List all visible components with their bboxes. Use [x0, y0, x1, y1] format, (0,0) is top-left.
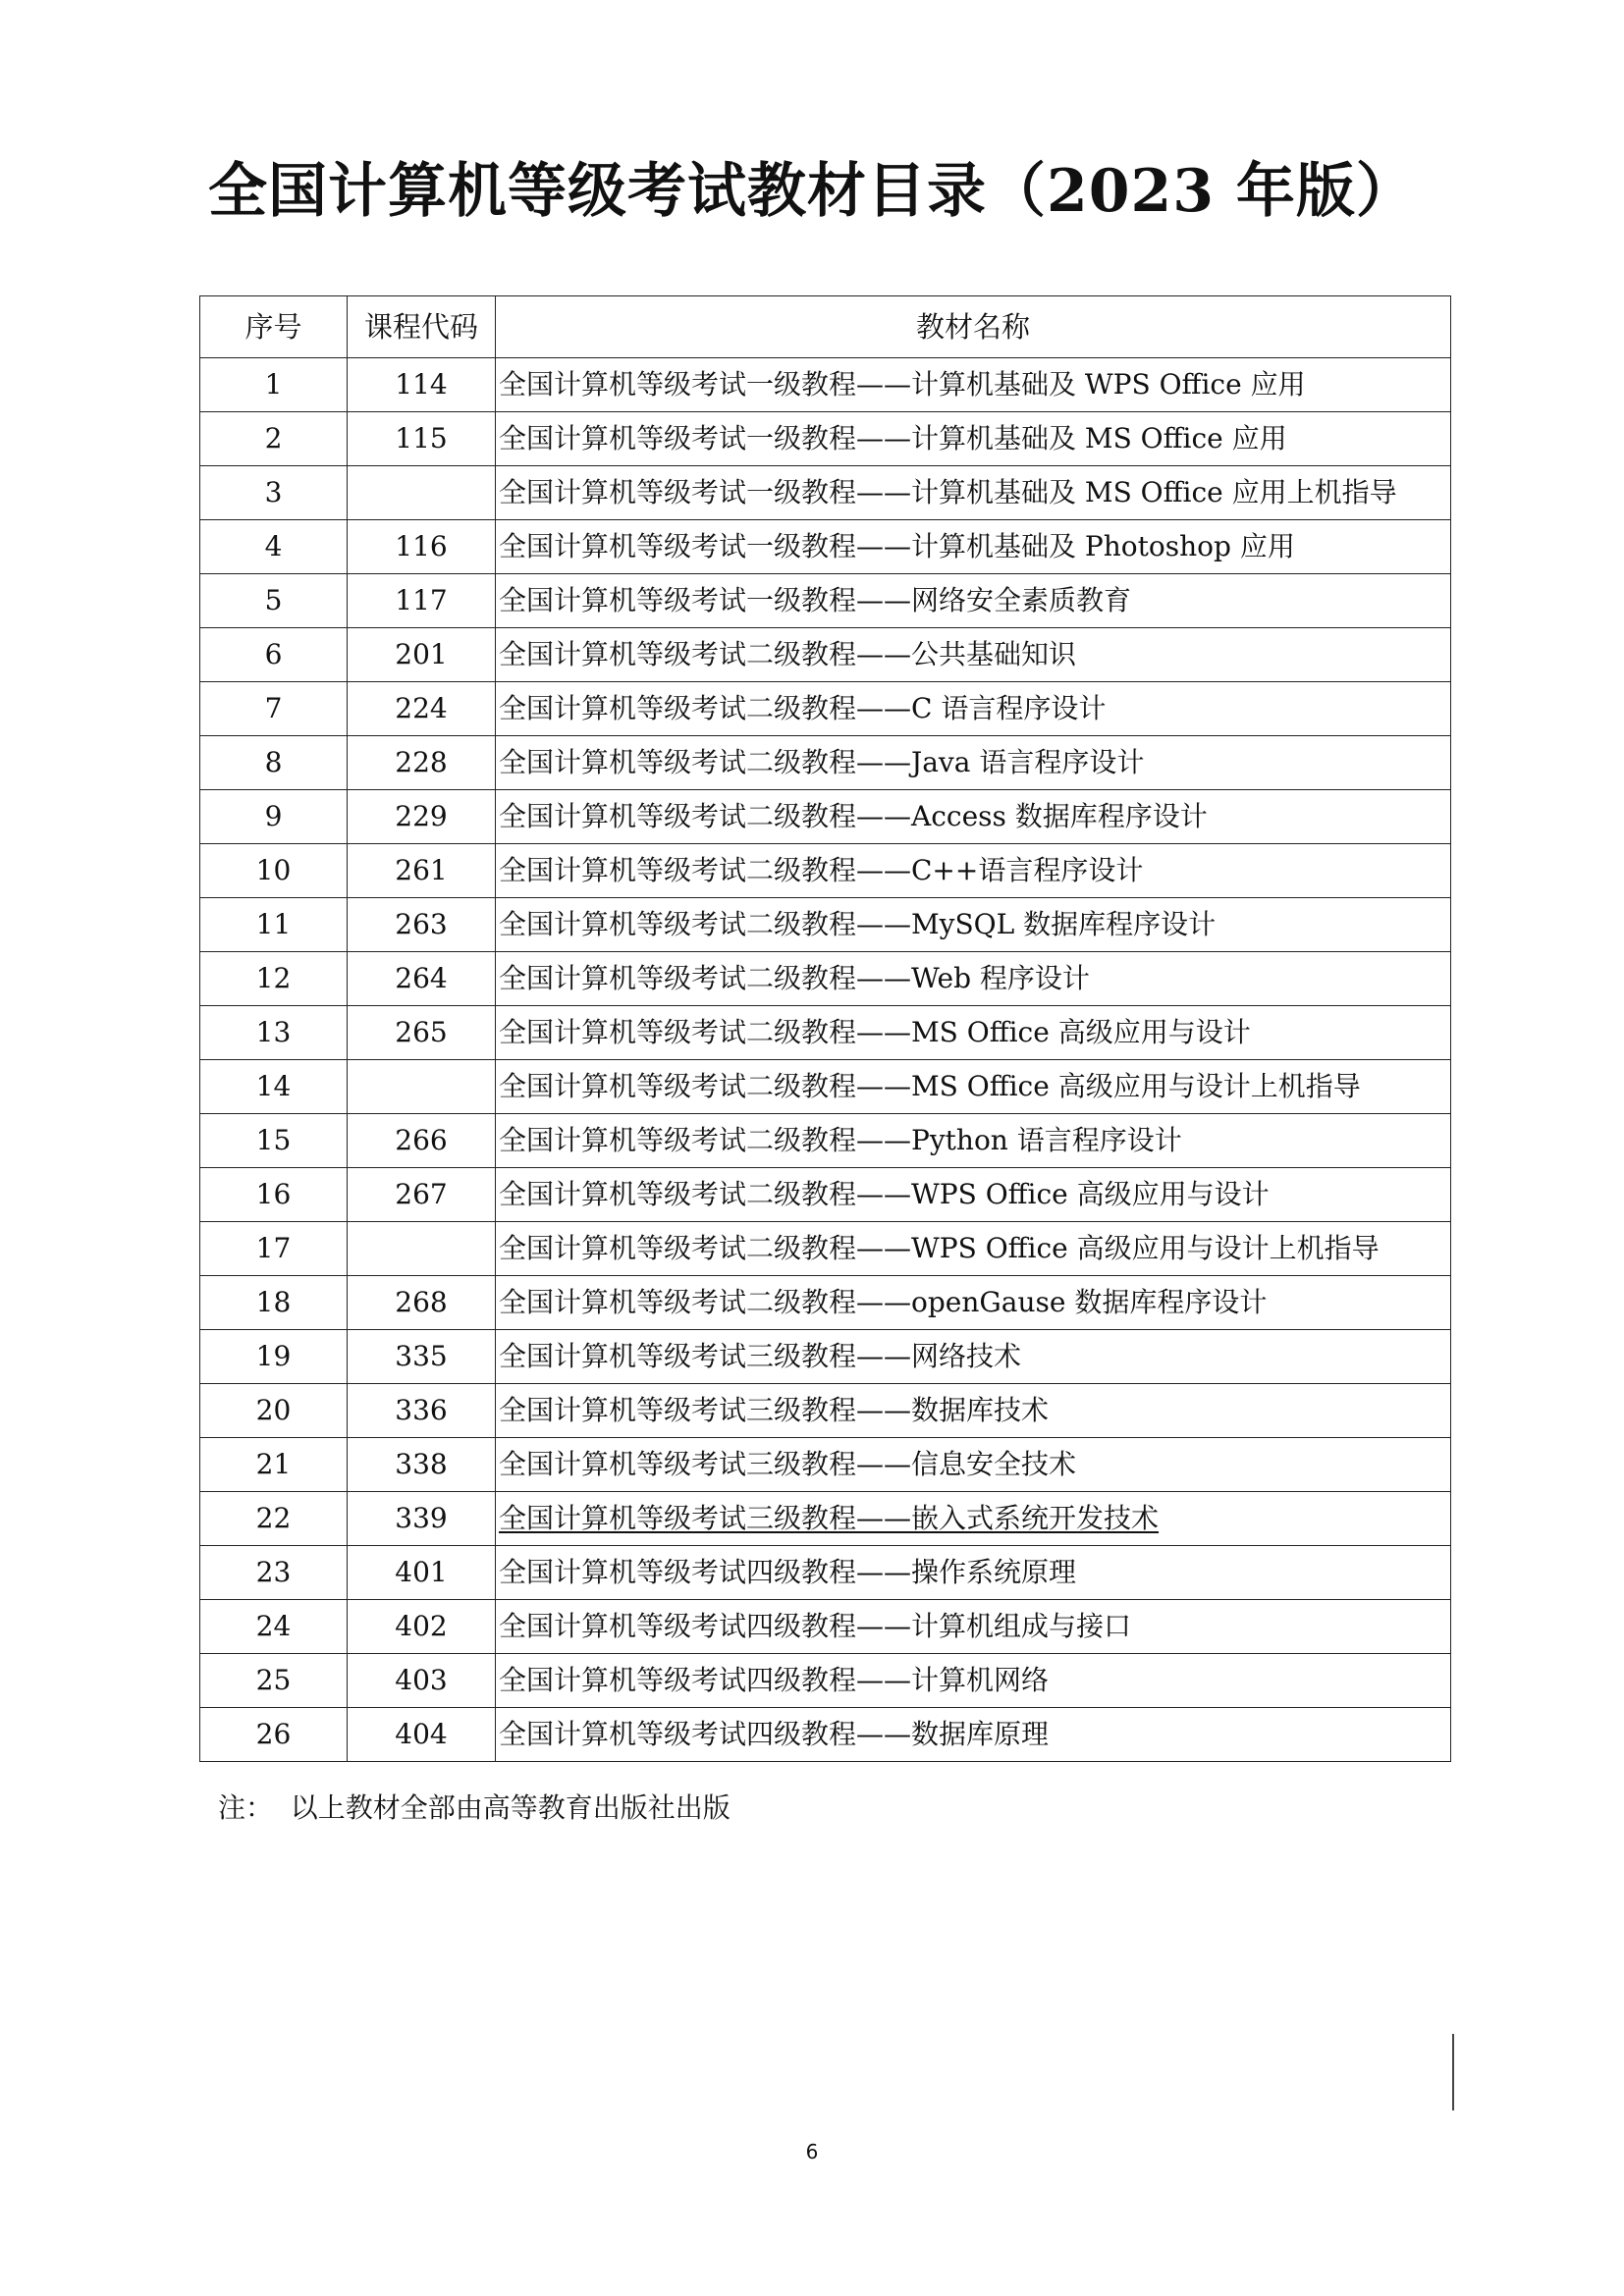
textbook-name-cell — [496, 1222, 1451, 1276]
row-number-cell: 1 — [200, 358, 348, 412]
row-number-cell: 21 — [200, 1438, 348, 1492]
course-code-cell: 229 — [348, 790, 496, 844]
table-row — [200, 1654, 1451, 1708]
page-number: 6 — [805, 2140, 819, 2163]
course-code-cell: 265 — [348, 1006, 496, 1060]
row-number-cell: 11 — [200, 898, 348, 952]
table-row — [200, 1546, 1451, 1600]
textbook-name-text: 全国计算机等级考试二级教程——MS Office 高级应用与设计 — [499, 1016, 1251, 1048]
course-code-cell: 115 — [348, 412, 496, 466]
course-code-cell: 201 — [348, 628, 496, 682]
row-number-cell: 12 — [200, 952, 348, 1006]
row-number-cell: 5 — [200, 574, 348, 628]
table-row — [200, 412, 1451, 466]
row-number-cell: 7 — [200, 682, 348, 736]
row-number-cell: 9 — [200, 790, 348, 844]
textbook-name-text: 全国计算机等级考试二级教程——C 语言程序设计 — [499, 692, 1107, 724]
textbook-name-cell — [496, 412, 1451, 466]
table-row — [200, 1006, 1451, 1060]
textbook-name-text: 全国计算机等级考试四级教程——操作系统原理 — [499, 1556, 1077, 1588]
table-row — [200, 898, 1451, 952]
table-row — [200, 844, 1451, 898]
textbook-name-text: 全国计算机等级考试二级教程——Java 语言程序设计 — [499, 746, 1145, 778]
textbook-name-cell — [496, 520, 1451, 574]
table-row — [200, 952, 1451, 1006]
row-number-cell: 4 — [200, 520, 348, 574]
textbook-name-text: 全国计算机等级考试二级教程——Access 数据库程序设计 — [499, 800, 1208, 832]
margin-line — [1452, 2034, 1454, 2110]
textbook-name-text: 全国计算机等级考试二级教程——openGause 数据库程序设计 — [499, 1286, 1268, 1318]
textbook-name-cell — [496, 1708, 1451, 1762]
textbook-name-text: 全国计算机等级考试二级教程——C++语言程序设计 — [499, 854, 1144, 886]
textbook-name-cell — [496, 1492, 1451, 1546]
table-row — [200, 1276, 1451, 1330]
textbook-name-text: 全国计算机等级考试二级教程——WPS Office 高级应用与设计 — [499, 1178, 1270, 1210]
course-code-cell: 114 — [348, 358, 496, 412]
textbook-name-text: 全国计算机等级考试二级教程——Python 语言程序设计 — [499, 1124, 1182, 1156]
table-row — [200, 1060, 1451, 1114]
textbook-name-text: 全国计算机等级考试四级教程——计算机网络 — [499, 1664, 1050, 1696]
table-row — [200, 1330, 1451, 1384]
course-code-cell: 263 — [348, 898, 496, 952]
row-number-cell: 3 — [200, 466, 348, 520]
course-code-cell — [348, 1060, 496, 1114]
row-number-cell: 8 — [200, 736, 348, 790]
textbook-name-text: 全国计算机等级考试一级教程——计算机基础及 MS Office 应用上机指导 — [499, 476, 1397, 508]
course-code-cell: 403 — [348, 1654, 496, 1708]
table-row — [200, 520, 1451, 574]
textbook-name-text: 全国计算机等级考试四级教程——计算机组成与接口 — [499, 1610, 1132, 1642]
row-number-cell: 2 — [200, 412, 348, 466]
course-code-cell: 404 — [348, 1708, 496, 1762]
textbook-name-cell — [496, 790, 1451, 844]
table-row — [200, 1438, 1451, 1492]
textbook-name-text: 全国计算机等级考试三级教程——信息安全技术 — [499, 1448, 1077, 1480]
textbook-name-cell — [496, 736, 1451, 790]
textbook-name-text: 全国计算机等级考试一级教程——计算机基础及 Photoshop 应用 — [499, 530, 1295, 562]
course-code-cell: 266 — [348, 1114, 496, 1168]
table-row — [200, 1708, 1451, 1762]
textbook-name-text: 全国计算机等级考试一级教程——网络安全素质教育 — [499, 584, 1132, 616]
row-number-cell: 20 — [200, 1384, 348, 1438]
table-row — [200, 1600, 1451, 1654]
row-number-cell: 10 — [200, 844, 348, 898]
textbook-name-text: 全国计算机等级考试二级教程——WPS Office 高级应用与设计上机指导 — [499, 1232, 1380, 1264]
row-number-cell: 18 — [200, 1276, 348, 1330]
course-code-cell: 117 — [348, 574, 496, 628]
textbook-name-text: 全国计算机等级考试二级教程——公共基础知识 — [499, 638, 1077, 670]
textbook-name-text: 全国计算机等级考试三级教程——数据库技术 — [499, 1394, 1050, 1426]
textbook-name-cell — [496, 1384, 1451, 1438]
row-number-cell: 26 — [200, 1708, 348, 1762]
course-code-cell: 339 — [348, 1492, 496, 1546]
course-code-cell: 116 — [348, 520, 496, 574]
textbook-name-text: 全国计算机等级考试三级教程——嵌入式系统开发技术 — [499, 1502, 1160, 1534]
textbook-name-cell — [496, 1654, 1451, 1708]
textbook-name-text: 全国计算机等级考试二级教程——MySQL 数据库程序设计 — [499, 908, 1217, 940]
table-row — [200, 1384, 1451, 1438]
course-code-cell: 335 — [348, 1330, 496, 1384]
row-number-cell: 14 — [200, 1060, 348, 1114]
textbook-name-text: 全国计算机等级考试四级教程——数据库原理 — [499, 1718, 1050, 1750]
textbook-name-cell — [496, 1546, 1451, 1600]
textbook-name-cell — [496, 898, 1451, 952]
textbook-catalog-table — [199, 295, 1451, 1762]
table-row — [200, 1114, 1451, 1168]
table-row — [200, 790, 1451, 844]
row-number-cell: 24 — [200, 1600, 348, 1654]
course-code-cell: 228 — [348, 736, 496, 790]
textbook-name-text: 全国计算机等级考试一级教程——计算机基础及 WPS Office 应用 — [499, 368, 1306, 400]
row-number-cell: 17 — [200, 1222, 348, 1276]
textbook-name-cell — [496, 1276, 1451, 1330]
textbook-name-text: 全国计算机等级考试一级教程——计算机基础及 MS Office 应用 — [499, 422, 1287, 454]
course-code-cell: 338 — [348, 1438, 496, 1492]
row-number-cell: 13 — [200, 1006, 348, 1060]
table-row — [200, 1222, 1451, 1276]
row-number-cell: 23 — [200, 1546, 348, 1600]
textbook-name-cell — [496, 466, 1451, 520]
table-row — [200, 1492, 1451, 1546]
textbook-name-cell — [496, 574, 1451, 628]
page-title: 全国计算机等级考试教材目录（2023 年版） — [208, 157, 1416, 226]
course-code-cell: 224 — [348, 682, 496, 736]
course-code-cell — [348, 466, 496, 520]
table-row — [200, 466, 1451, 520]
textbook-name-cell — [496, 1060, 1451, 1114]
column-header-number: 序号 — [200, 296, 348, 358]
row-number-cell: 25 — [200, 1654, 348, 1708]
course-code-cell: 402 — [348, 1600, 496, 1654]
course-code-cell: 336 — [348, 1384, 496, 1438]
textbook-name-cell — [496, 358, 1451, 412]
textbook-name-cell — [496, 952, 1451, 1006]
table-row — [200, 1168, 1451, 1222]
row-number-cell: 19 — [200, 1330, 348, 1384]
textbook-name-cell — [496, 628, 1451, 682]
textbook-name-cell — [496, 1330, 1451, 1384]
table-row — [200, 574, 1451, 628]
course-code-cell: 264 — [348, 952, 496, 1006]
textbook-name-text: 全国计算机等级考试二级教程——MS Office 高级应用与设计上机指导 — [499, 1070, 1361, 1102]
table-row — [200, 358, 1451, 412]
footnote: 注： 以上教材全部由高等教育出版社出版 — [218, 1791, 731, 1824]
course-code-cell: 267 — [348, 1168, 496, 1222]
textbook-name-cell — [496, 1438, 1451, 1492]
textbook-name-cell — [496, 844, 1451, 898]
table-row — [200, 682, 1451, 736]
course-code-cell — [348, 1222, 496, 1276]
textbook-name-text: 全国计算机等级考试三级教程——网络技术 — [499, 1340, 1022, 1372]
table-header-row — [200, 296, 1451, 358]
textbook-name-text: 全国计算机等级考试二级教程——Web 程序设计 — [499, 962, 1090, 994]
row-number-cell: 15 — [200, 1114, 348, 1168]
course-code-cell: 401 — [348, 1546, 496, 1600]
textbook-name-cell — [496, 1168, 1451, 1222]
textbook-name-cell — [496, 1006, 1451, 1060]
textbook-name-cell — [496, 1600, 1451, 1654]
table-row — [200, 736, 1451, 790]
course-code-cell: 261 — [348, 844, 496, 898]
table-body — [200, 358, 1451, 1762]
row-number-cell: 16 — [200, 1168, 348, 1222]
row-number-cell: 22 — [200, 1492, 348, 1546]
row-number-cell: 6 — [200, 628, 348, 682]
textbook-name-cell — [496, 1114, 1451, 1168]
course-code-cell: 268 — [348, 1276, 496, 1330]
column-header-course-code: 课程代码 — [348, 296, 496, 358]
column-header-textbook-name: 教材名称 — [496, 296, 1451, 358]
table-row — [200, 628, 1451, 682]
textbook-name-cell — [496, 682, 1451, 736]
